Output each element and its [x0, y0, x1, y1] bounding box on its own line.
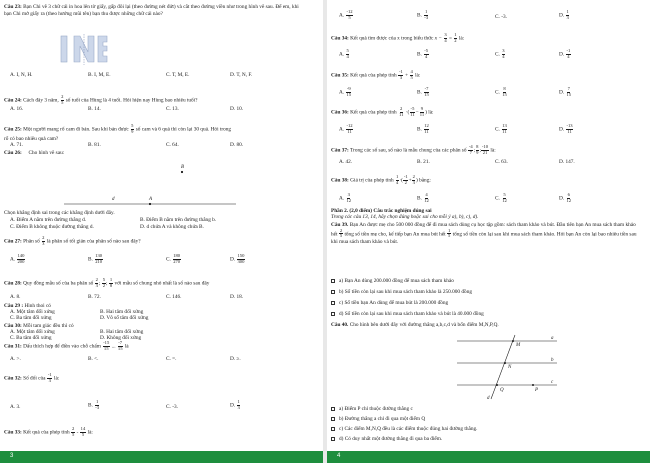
- q26-option-a: A. Điểm A nằm trên đường thẳng d.: [10, 217, 87, 223]
- figure-label: P: [535, 388, 539, 393]
- figure-label: N: [508, 365, 512, 370]
- question-text: Quy đồng mẫu số của ba phân số: [23, 280, 94, 287]
- q25-option-a: A. 71.: [10, 142, 24, 148]
- question-label: Câu 23:: [4, 4, 22, 10]
- figure-label: d: [112, 197, 115, 202]
- question-text: Bạn Chi vẽ 3 chữ cái in hoa lên tờ giấy, gấp đôi lại (theo đường nét đứt) và cắt theo đường viền như trong hình vẽ sau. Để em, khi bạn Chi mở giấy ra (theo hướng mũi tên) bạn thu được những chữ cái nào?: [4, 4, 299, 17]
- q37-option-b: B. 21.: [417, 159, 430, 165]
- true-false-statement[interactable]: b) Số tiền còn lại sau khi mua sách tham khảo là 250.000 đồng: [331, 289, 472, 296]
- question-31: Câu 31: Dấu thích hợp để điền vào chỗ chấm $\frac{-15}{15}$ ... $\frac{-7}{15}$ là: [4, 340, 129, 351]
- lines-points-figure: [447, 333, 567, 403]
- question-label: Câu 32:: [4, 375, 22, 382]
- q27-option-a: A. $\frac{140}{200}$: [10, 253, 25, 264]
- question-text: Hình thoi có: [24, 303, 51, 309]
- q23-option-a: A. I, N, H.: [10, 72, 33, 78]
- fraction: $\frac{2}{5}$: [61, 94, 64, 105]
- q34-option-d: D. $\frac{-1}{4}$: [559, 48, 571, 59]
- fraction: $\frac{2}{3}$: [42, 235, 45, 246]
- q31-option-b: B. <.: [88, 356, 99, 362]
- true-false-statement[interactable]: c) Số tiền bạn An dùng để mua bút là 200.000 đồng: [331, 300, 448, 307]
- question-text: tổng số tiền mẹ cho, kế tiếp bạn An mua bút hết: [344, 230, 446, 237]
- q27-option-b: B. $\frac{130}{210}$: [88, 253, 103, 264]
- q23-option-d: D. T, N, F.: [230, 72, 253, 78]
- question-label: Câu 39.: [331, 222, 349, 228]
- question-label: Câu 27:: [4, 238, 22, 245]
- true-false-statement[interactable]: d) Số tiền còn lại sau khi mua sách tham khảo và bút là 40.000 đồng: [331, 311, 484, 318]
- question-text: Kết quả của phép tính: [350, 72, 397, 79]
- question-39: Câu 39. Bạn An được mẹ cho 500 000 đồng để đi mua sách dùng cụ học tập gồm: sách tham khảo và bút. Đầu tiên bạn An mua sách tham khảo hết $\frac{2}{5}$ tổng số tiền mẹ cho, kế tiếp bạn An mua bút hết $\frac{1}{5}$ tổng số tiền còn lại sau khi mua sách tham khảo. Hỏi bạn An còn lại bao nhiêu tiền sau khi mua sách tham khảo và bút.: [331, 222, 637, 245]
- q32-option-d: D. $\frac{1}{3}$: [230, 399, 240, 410]
- question-text: Phân số: [23, 238, 40, 245]
- checkbox[interactable]: [331, 437, 335, 441]
- q25-option-b: B. 81.: [88, 142, 101, 148]
- section-heading: Phần 2. (2,0 điểm) Câu trắc nghiệm đúng sai: [331, 208, 432, 214]
- q29-option-c: C. Ba tâm đối xứng: [10, 315, 52, 321]
- q24-option-d: D. 10.: [230, 106, 244, 112]
- question-label: Câu 35:: [331, 72, 349, 79]
- question-label: Câu 38:: [331, 177, 349, 184]
- q34-option-b: B. $\frac{-5}{4}$: [417, 48, 429, 59]
- q26-option-c: C. Điểm B không thuộc đường thẳng d.: [10, 224, 94, 230]
- page-footer: [0, 451, 323, 463]
- q37-option-d: D. 147.: [559, 159, 575, 165]
- q36-option-b: B. $\frac{12}{11}$: [417, 123, 429, 134]
- question-text: Cho hình vẽ sau:: [28, 150, 65, 156]
- q28-option-c: C. 146.: [166, 294, 182, 300]
- q37-option-c: C. 63.: [495, 159, 508, 165]
- q33-option-a: A. $\frac{-12}{5}$: [339, 9, 353, 20]
- figure-label: A: [149, 197, 153, 202]
- question-text: số tuổi của Hùng là 4 tuổi. Hỏi hiện nay Hùng bao nhiêu tuổi?: [65, 97, 198, 104]
- question-25: [4, 124, 231, 134]
- q30-option-b: B. Hai tâm đối xứng: [100, 329, 144, 335]
- page-number: 3: [10, 453, 14, 459]
- question-26: [4, 150, 64, 157]
- q27-option-d: D. $\frac{150}{300}$: [230, 253, 245, 264]
- true-false-statement[interactable]: d) Có duy nhất một đường thẳng đi qua ba điểm.: [331, 436, 442, 443]
- q34-option-a: A. $\frac{5}{4}$: [339, 48, 349, 59]
- question-text: Cách đây 3 năm,: [23, 97, 59, 104]
- q32-option-c: C. -3.: [166, 404, 178, 410]
- q31-option-d: D. ≥.: [230, 356, 241, 362]
- q36-option-a: A. $\frac{-12}{11}$: [339, 123, 353, 134]
- question-32: Câu 32: Số đối của $\frac{-1}{3}$ là:: [4, 372, 60, 383]
- q33-option-b: B. $\frac{1}{-3}$: [417, 9, 429, 20]
- question-24: [4, 95, 198, 105]
- q24-option-c: C. 13.: [166, 106, 179, 112]
- q36-option-c: C. $\frac{13}{11}$: [495, 123, 507, 134]
- page-footer: [327, 451, 650, 463]
- figure-label: c: [551, 380, 554, 385]
- question-label: Câu 36:: [331, 109, 349, 116]
- q35-option-b: B. $\frac{-7}{15}$: [417, 86, 429, 97]
- question-37: Câu 37: Trong các số sau, số nào là mẫu chung của các phân số $\frac{-4}{7}$ ; $\frac{8}{9}$ ; $\frac{-10}{21}$ là:: [331, 144, 496, 155]
- question-28: Câu 28: Quy đồng mẫu số của ba phân số $\frac{2}{3}$ ; $\frac{5}{2}$ ; $\frac{1}{8}$ với mẫu số chung nhỏ nhất là số nào sau đây: [4, 277, 210, 288]
- q35-option-a: A. $\frac{-9}{15}$: [339, 86, 352, 97]
- q28-option-b: B. 72.: [88, 294, 101, 300]
- question-text: Giá trị của phép tính: [350, 177, 394, 184]
- q30-option-c: C. Ba tâm đối xứng: [10, 335, 52, 341]
- question-label: Câu 34:: [331, 35, 349, 42]
- q38-option-a: A. $\frac{3}{12}$: [339, 192, 352, 203]
- question-text: Số đối của: [23, 375, 46, 382]
- question-label: Câu 29 :: [4, 303, 24, 309]
- question-text: tổng số tiền còn lại sau khi mua sách tham khảo. Hỏi bạn An còn lại bao nhiêu tiền sau khi mua sách tham khảo và bút.: [331, 230, 637, 245]
- question-text: là phân số tối giản của phân số nào sau đây?: [46, 238, 141, 245]
- question-text: Kết quả của phép tính: [23, 429, 70, 436]
- q33-option-d: D. $\frac{1}{3}$: [559, 9, 569, 20]
- true-false-statement[interactable]: a) Bạn An dùng 200.000 đồng để mua sách tham khảo: [331, 278, 454, 285]
- question-text: Một người mang rổ cam đi bán. Sau khi bán được: [23, 126, 129, 133]
- q29-option-a: A. Một tâm đối xứng: [10, 309, 55, 315]
- checkbox[interactable]: [331, 407, 335, 411]
- q29-option-b: B. Hai tâm đối xứng: [100, 309, 144, 315]
- fraction: $\frac{5}{9}$: [131, 123, 134, 134]
- figure-label: d: [487, 396, 490, 401]
- figure-label: a: [551, 336, 554, 341]
- checkbox[interactable]: [331, 312, 335, 316]
- question-label: Câu 37:: [331, 147, 349, 154]
- q25-option-c: C. 64.: [166, 142, 179, 148]
- question-text: Kết quả của phép tính: [350, 109, 397, 116]
- q30-option-d: D. Không đối xứng: [100, 335, 142, 341]
- checkbox[interactable]: [331, 417, 335, 421]
- question-label: Câu 30:: [4, 323, 22, 329]
- question-label: Câu 33:: [4, 429, 22, 436]
- q32-option-b: B. $\frac{1}{-3}$: [88, 399, 100, 410]
- question-label: Câu 25:: [4, 126, 22, 133]
- q35-option-c: C. $\frac{8}{15}$: [495, 86, 507, 97]
- question-label: Câu 31:: [4, 343, 22, 350]
- q26-option-d: D. d chứa A và không chứa B.: [140, 224, 204, 230]
- question-text: số cam và 6 quả thì còn lại 30 quả. Hỏi trong: [135, 126, 232, 133]
- checkbox[interactable]: [331, 279, 335, 283]
- q32-option-a: A. 3.: [10, 404, 21, 410]
- question-text: Kết quả tìm được của x trong biểu thức: [350, 35, 434, 42]
- q31-option-a: A. >.: [10, 356, 21, 362]
- question-label: Câu 26:: [4, 150, 22, 156]
- question-label: Câu 40.: [331, 322, 349, 328]
- question-text: rổ có bao nhiêu quả cam?: [4, 136, 59, 142]
- checkbox[interactable]: [331, 427, 335, 431]
- checkbox[interactable]: [331, 290, 335, 294]
- q23-option-b: B. I, M, E.: [88, 72, 111, 78]
- q38-option-d: D. $\frac{6}{12}$: [559, 192, 572, 203]
- question-prompt: Chọn khẳng định sai trong các khẳng định dưới đây.: [4, 210, 115, 216]
- q25-option-d: D. 80.: [230, 142, 244, 148]
- exam-page-3: [0, 0, 323, 463]
- q24-option-a: A. 16.: [10, 106, 24, 112]
- q29-option-d: D. Vô số tâm đối xứng: [100, 315, 149, 321]
- question-40: [331, 322, 499, 329]
- q23-option-c: C. T, M, E.: [166, 72, 190, 78]
- figure-label: b: [551, 358, 554, 363]
- question-text: Trong các số sau, số nào là mẫu chung của các phân số: [350, 147, 467, 154]
- checkbox[interactable]: [331, 301, 335, 305]
- question-text: Dấu thích hợp để điền vào chỗ chấm: [23, 343, 101, 350]
- question-27: [4, 236, 141, 246]
- figure-label: B: [181, 165, 185, 170]
- page-number: 4: [337, 453, 341, 459]
- q34-option-c: C. $\frac{3}{4}$: [495, 48, 505, 59]
- question-38: Câu 38: Giá trị của phép tính $\frac{1}{4}$ ·( $\frac{-1}{2}$ + $\frac{2}{3}$ ) bằng:: [331, 174, 431, 185]
- q31-option-c: C. =.: [166, 356, 177, 362]
- q28-option-d: D. 18.: [230, 294, 244, 300]
- question-34: Câu 34: Kết quả tìm được của x trong biểu thức x − $\frac{3}{4}$ = $\frac{1}{2}$ là:: [331, 32, 465, 43]
- exam-page-4: [327, 0, 650, 463]
- q26-option-b: B. Điểm B nằm trên đường thẳng b.: [140, 217, 217, 223]
- question-text: Cho hình bên dưới đây với đường thẳng a,b,c,d và bốn điểm M,N,P,Q.: [349, 322, 499, 328]
- true-false-statement[interactable]: b) Đường thẳng a chỉ đi qua một điểm Q: [331, 416, 425, 423]
- question-text: Bạn An được mẹ cho 500 000 đồng để đi mua sách dùng cụ học tập gồm: sách tham khảo và bút. Đầu tiên bạn An mua sách tham khảo hết: [331, 222, 636, 237]
- q28-option-a: A. 8.: [10, 294, 21, 300]
- question-text: với mẫu số chung nhỏ nhất là số nào sau đây: [114, 280, 210, 287]
- question-35: Câu 35: Kết quả của phép tính $\frac{-1}{3}$ + $\frac{4}{5}$ là:: [331, 69, 421, 80]
- q24-option-b: B. 14.: [88, 106, 101, 112]
- question-33: Câu 33: Kết quả của phép tính $\frac{2}{5}$ - $\frac{14}{5}$ là:: [4, 426, 93, 437]
- q27-option-c: C. $\frac{180}{270}$: [166, 253, 181, 264]
- q38-option-b: B. $\frac{4}{12}$: [417, 192, 429, 203]
- q30-option-a: A. Một tâm đối xứng: [10, 329, 55, 335]
- figure-label: Q: [500, 388, 504, 393]
- section-instruction: Trong các câu 13, 14, hãy chọn đúng hoặc sai cho mỗi ý a), b), c), d).: [331, 214, 479, 220]
- q36-option-d: D. $\frac{-13}{11}$: [559, 123, 573, 134]
- true-false-statement[interactable]: a) Điểm P chỉ thuộc đường thẳng c: [331, 406, 413, 413]
- letters-figure: [60, 34, 108, 66]
- q35-option-d: D. $\frac{7}{15}$: [559, 86, 572, 97]
- question-text: Mỗi tam giác đều thì có: [23, 323, 74, 329]
- question-23: [4, 4, 304, 17]
- figure-label: M: [516, 343, 521, 348]
- true-false-statement[interactable]: c) Các điểm M,N,Q đều là các điểm thuộc đúng hai đường thẳng.: [331, 426, 478, 433]
- question-label: Câu 28:: [4, 280, 22, 287]
- q38-option-c: C. $\frac{5}{12}$: [495, 192, 507, 203]
- question-36: Câu 36: Kết quả của phép tính $\frac{2}{11}$ ·( $\frac{-5}{11}$ − $\frac{9}{11}$ ) là:: [331, 106, 434, 117]
- question-label: Câu 24:: [4, 97, 22, 104]
- q37-option-a: A. 42.: [339, 159, 353, 165]
- point-line-figure: [60, 160, 240, 210]
- q33-option-c: C. -3.: [495, 14, 507, 20]
